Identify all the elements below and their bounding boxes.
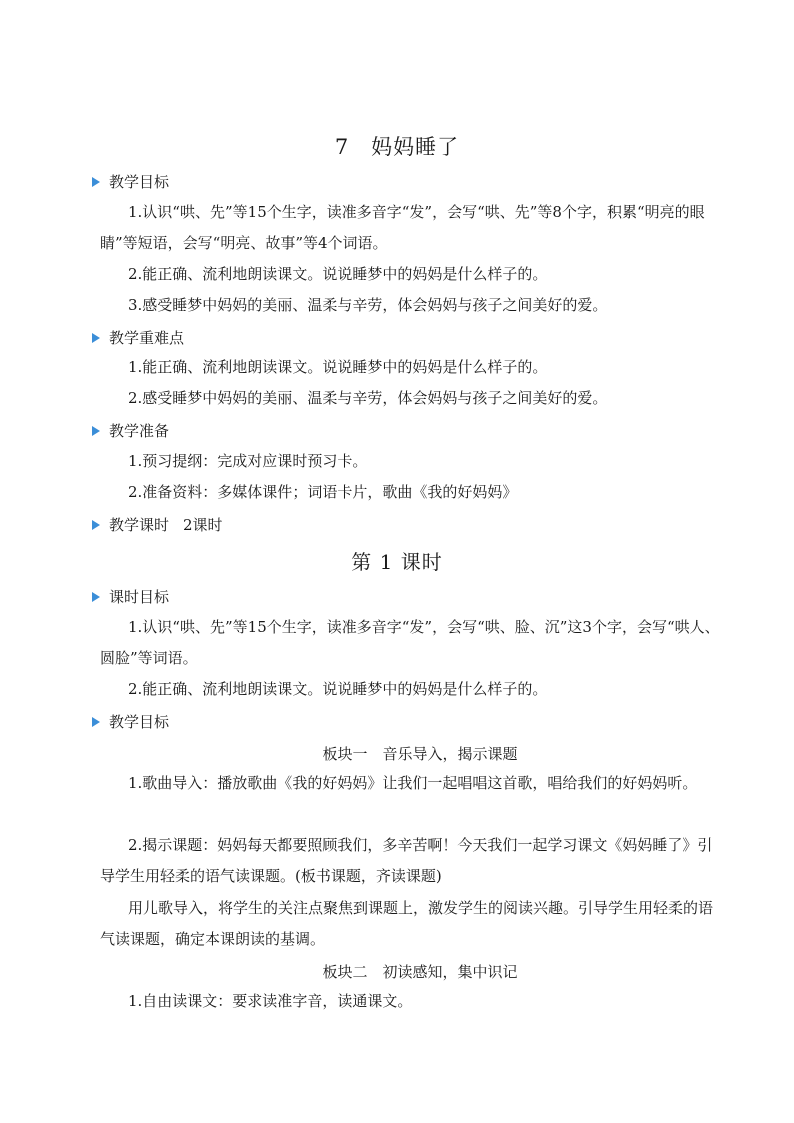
section-label: 教学准备 (109, 422, 170, 440)
block-one-item: 2.揭示课题：妈妈每天都要照顾我们，多辛苦啊！今天我们一起学习课文《妈妈睡了》引导学生用轻柔的语气读课题。(板书课题，齐读课题) (100, 836, 713, 885)
section-preparation (92, 420, 169, 441)
lesson-title: 7 妈妈睡了 (334, 135, 460, 159)
triangle-bullet-icon (92, 520, 100, 530)
section-label: 教学课时 (109, 516, 170, 534)
lesson-goal-item: 2.能正确、流利地朗读课文。说说睡梦中的妈妈是什么样子的。 (128, 680, 548, 698)
triangle-bullet-icon (92, 717, 100, 727)
section-teaching-process (92, 711, 169, 732)
block-one-item: 1.歌曲导入：播放歌曲《我的好妈妈》让我们一起唱唱这首歌，唱给我们的好妈妈听。 (128, 774, 698, 792)
section-label: 课时目标 (109, 588, 170, 606)
section-class-hours (92, 514, 223, 535)
section-label: 教学重难点 (109, 329, 185, 347)
lesson-goal-item: 1.认识“哄、先”等15个生字，读准多音字“发”，会写“哄、脸、沉”这3个字，会写“哄人、圆脸”等词语。 (100, 618, 720, 667)
block-two-title: 板块二 初读感知，集中识记 (322, 963, 518, 981)
goal-item: 1.认识“哄、先”等15个生字，读准多音字“发”，会写“哄、先”等8个字，积累“明亮的眼睛”等短语，会写“明亮、故事”等4个词语。 (100, 203, 705, 252)
triangle-bullet-icon (92, 426, 100, 436)
section-teaching-goals (92, 171, 169, 192)
section-key-points (92, 327, 184, 348)
triangle-bullet-icon (92, 592, 100, 602)
goal-item: 2.能正确、流利地朗读课文。说说睡梦中的妈妈是什么样子的。 (128, 265, 548, 283)
triangle-bullet-icon (92, 177, 100, 187)
section-label: 教学目标 (109, 173, 170, 191)
class-hours-value: 2课时 (183, 516, 223, 534)
key-point-item: 1.能正确、流利地朗读课文。说说睡梦中的妈妈是什么样子的。 (128, 358, 548, 376)
preparation-item: 2.准备资料：多媒体课件；词语卡片，歌曲《我的好妈妈》 (128, 483, 518, 501)
block-one-title: 板块一 音乐导入，揭示课题 (322, 745, 518, 763)
triangle-bullet-icon (92, 333, 100, 343)
goal-item: 3.感受睡梦中妈妈的美丽、温柔与辛劳，体会妈妈与孩子之间美好的爱。 (128, 296, 608, 314)
key-point-item: 2.感受睡梦中妈妈的美丽、温柔与辛劳，体会妈妈与孩子之间美好的爱。 (128, 389, 608, 407)
preparation-item: 1.预习提纲：完成对应课时预习卡。 (128, 452, 368, 470)
section-label: 教学目标 (109, 713, 170, 731)
block-two-item: 1.自由读课文：要求读准字音，读通课文。 (128, 992, 413, 1010)
block-one-note: 用儿歌导入，将学生的关注点聚焦到课题上，激发学生的阅读兴趣。引导学生用轻柔的语气读课题，确定本课朗读的基调。 (100, 899, 714, 948)
section-lesson-goals (92, 586, 169, 607)
lesson-period-title: 第 1 课时 (351, 550, 443, 574)
